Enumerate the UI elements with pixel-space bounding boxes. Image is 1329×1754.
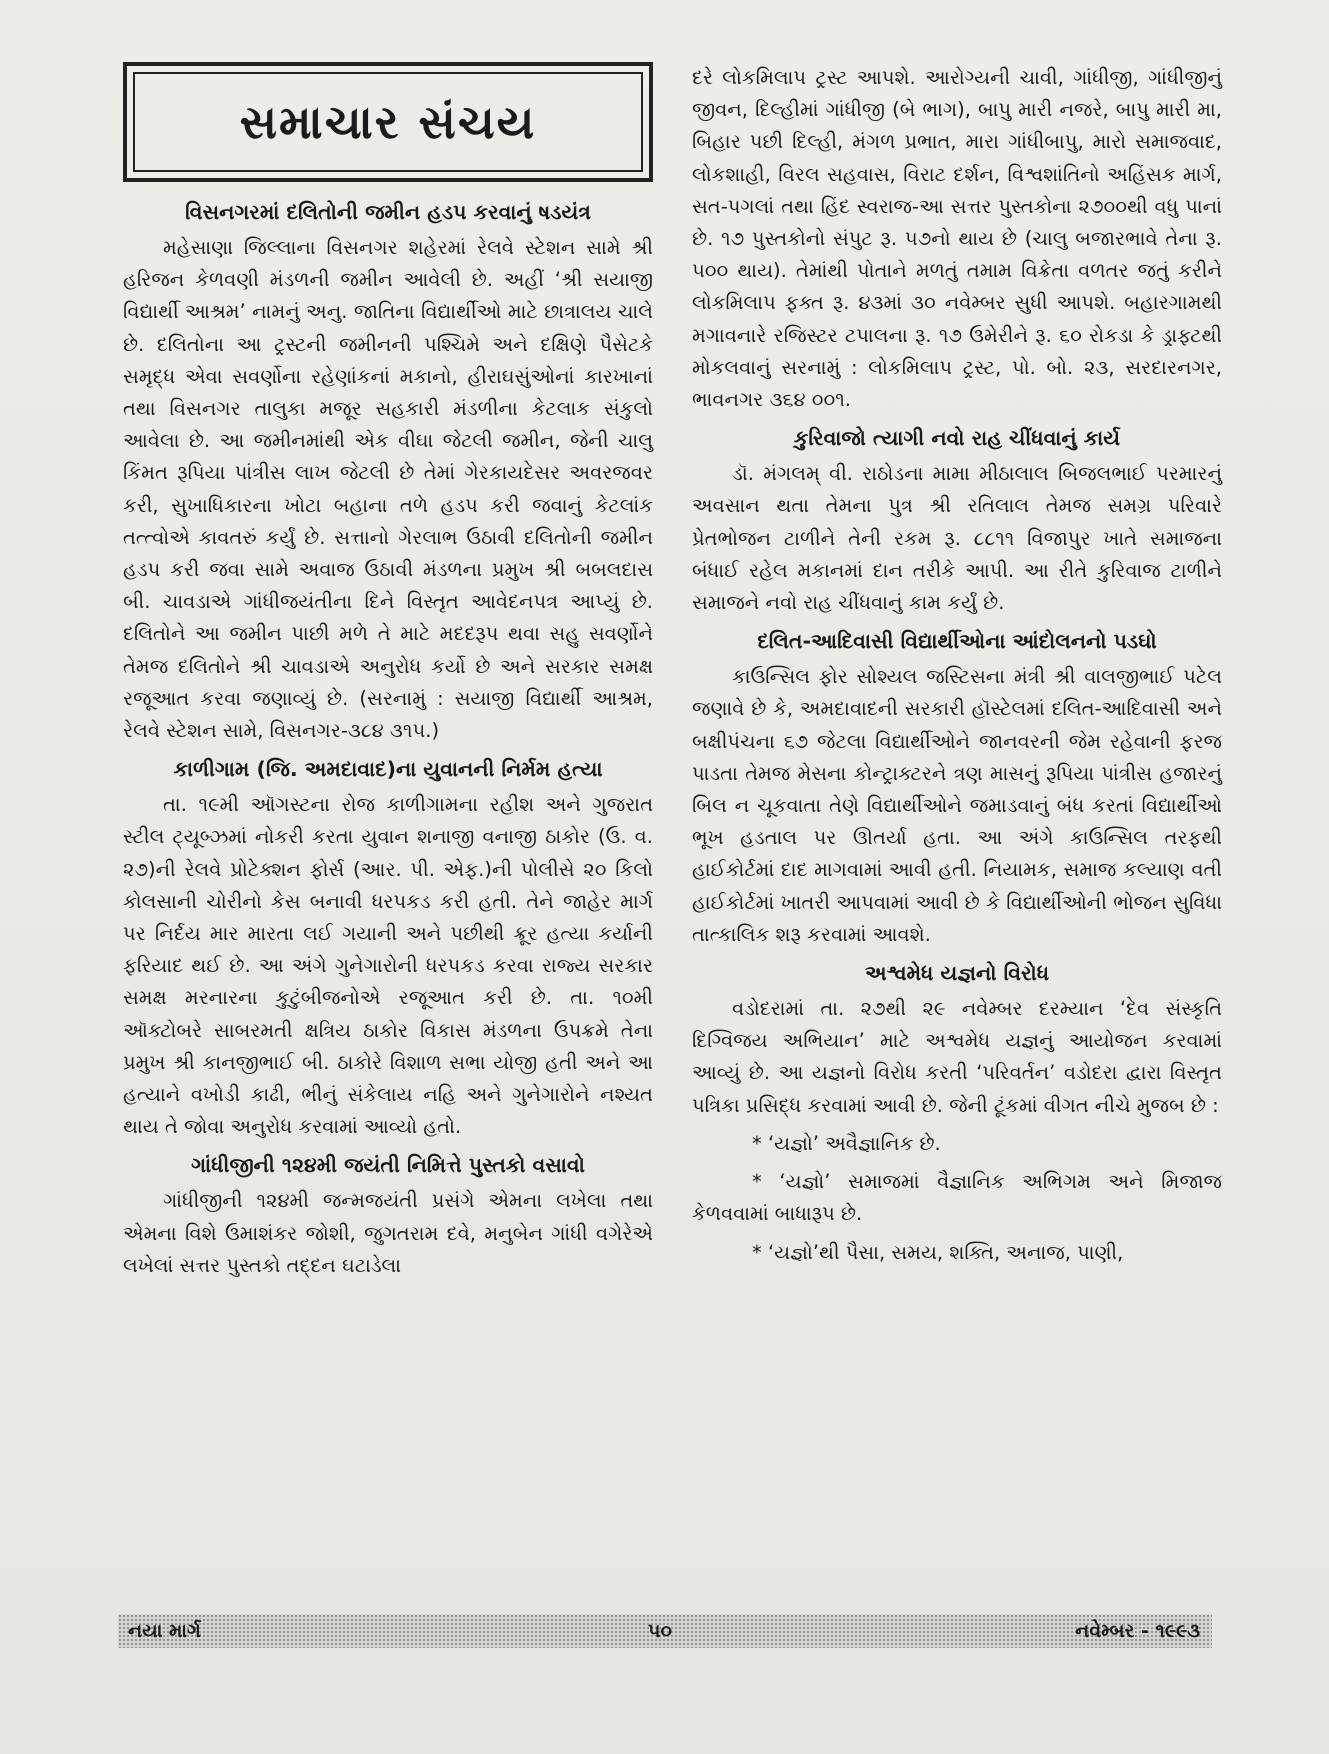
right-column: [692, 62, 1222, 1269]
article-body-kaligam: તા. ૧૯મી ઑગસ્ટના રોજ કાળીગામના રહીશ અને ગુજરાત સ્ટીલ ટ્યૂબ્ઝમાં નોકરી કરતા યુવાન શનાજી વનાજી ઠાકોર (ઉ. વ. ૨૭)ની રેલવે પ્રોટેક્શન ફોર્સ (આર. પી. એફ.)ની પોલીસે ૨૦ કિલો કોલસાની ચોરીનો કેસ બનાવી ધરપકડ કરી હતી. તેને જાહેર માર્ગ પર નિર્દય માર મારતા લઈ ગયાની અને પછીથી ક્રૂર હત્યા કર્યાની ફરિયાદ થઈ છે. આ અંગે ગુનેગારોની ધરપકડ કરવા રાજ્ય સરકાર સમક્ષ મરનારના કુટુંબીજનોએ રજૂઆત કરી છે. તા. ૧૦મી ઑક્ટોબરે સાબરમતી ક્ષત્રિય ઠાકોર વિકાસ મંડળના ઉપક્રમે તેના પ્રમુખ શ્રી કાનજીભાઈ બી. ઠાકોરે વિશાળ સભા યોજી હતી અને આ હત્યાને વખોડી કાઢી, ભીનું સંકેલાય નહિ અને ગુનેગારોને નશ્યત થાય તે જોવા અનુરોધ કરવામાં આવ્યો હતો.: [123, 793, 653, 1139]
section-title: સમાચાર સંચય: [239, 94, 537, 149]
article-heading-kurivaj: કુરિવાજો ત્યાગી નવો રાહ ચીંધવાનું કાર્ય: [793, 426, 1121, 451]
article-heading-visnagar: વિસનગરમાં દલિતોની જમીન હડપ કરવાનું ષડયંત્ર: [185, 200, 591, 224]
article-heading-kaligam: કાળીગામ (જિ. અમદાવાદ)ના યુવાનની નિર્મમ હત્યા: [173, 757, 603, 782]
article-heading-gandhi-books: ગાંધીજીની ૧૨૪મી જયંતી નિમિત્તે પુસ્તકો વસાવો: [191, 1153, 585, 1178]
article-body-ashwamedh: વડોદરામાં તા. ૨૭થી ૨૯ નવેમ્બર દરમ્યાન ‘દેવ સંસ્કૃતિ દિગ્વિજય અભિયાન’ માટે અશ્વમેધ યજ્ઞનું આયોજન કરવામાં આવ્યું છે. આ યજ્ઞનો વિરોધ કરતી ‘પરિવર્તન’ વડોદરા દ્વારા વિસ્તૃત પત્રિકા પ્રસિદ્ધ કરવામાં આવી છે. જેની ટૂંકમાં વીગત નીચે મુજબ છે :: [692, 997, 1222, 1117]
section-masthead: [123, 62, 653, 182]
footer-page-number: ૫૦: [648, 1620, 672, 1642]
section-masthead-inner: [133, 72, 643, 172]
article-body-gandhi-books-continued: દરે લોકમિલાપ ટ્રસ્ટ આપશે. આરોગ્યની ચાવી, ગાંધીજી, ગાંધીજીનું જીવન, દિલ્હીમાં ગાંધીજી (બે ભાગ), બાપુ મારી નજરે, બાપુ મારી મા, બિહાર પછી દિલ્હી, મંગળ પ્રભાત, મારા ગાંધીબાપુ, મારો સમાજવાદ, લોકશાહી, વિરલ સહવાસ, વિરાટ દર્શન, વિશ્વશાંતિનો અહિંસક માર્ગ, સત-પગલાં તથા હિંદ સ્વરાજ-આ સત્તર પુસ્તકોના ૨૭૦૦થી વધુ પાનાં છે. ૧૭ પુસ્તકોનો સંપુટ રૂ. ૫૭નો થાય છે (ચાલુ બજારભાવે તેના રૂ. ૫૦૦ થાય). તેમાંથી પોતાને મળતું તમામ વિક્રેતા વળતર જતું કરીને લોકમિલાપ ફક્ત રૂ. ૪૩માં ૩૦ નવેમ્બર સુધી આપશે. બહારગામથી મગાવનારે રજિસ્ટર ટપાલના રૂ. ૧૭ ઉમેરીને રૂ. ૬૦ રોકડા કે ડ્રાફ્ટથી મોકલવાનું સરનામું : લોકમિલાપ ટ્રસ્ટ, પો. બો. ૨૩, સરદારનગર, ભાવનગર ૩૬૪ ૦૦૧.: [692, 66, 1222, 412]
article-heading-students-agitation: દલિત-આદિવાસી વિદ્યાર્થીઓના આંદોલનનો પડઘો: [757, 629, 1157, 654]
footer-issue-date: નવેમ્બર - ૧૯૯૩: [1075, 1620, 1200, 1642]
left-column: [123, 62, 653, 1282]
footer-magazine-name: નયા માર્ગ: [128, 1620, 201, 1642]
bullet-item: * ‘યજ્ઞો’ અવૈજ્ઞાનિક છે.: [752, 1131, 941, 1155]
page-footer: [118, 1614, 1212, 1648]
bullet-item: * ‘યજ્ઞો’થી પૈસા, સમય, શક્તિ, અનાજ, પાણી,: [752, 1240, 1124, 1264]
bullet-item: * ‘યજ્ઞો’ સમાજમાં વૈજ્ઞાનિક અભિગમ અને મિજાજ કેળવવામાં બાધારૂપ છે.: [692, 1170, 1222, 1226]
article-body-students-agitation: કાઉન્સિલ ફોર સોશ્યલ જસ્ટિસના મંત્રી શ્રી વાલજીભાઈ પટેલ જણાવે છે કે, અમદાવાદની સરકારી હૉસ્ટેલમાં દલિત-આદિવાસી અને બક્ષીપંચના ૬૭ જેટલા વિદ્યાર્થીઓને જાનવરની જેમ રહેવાની ફરજ પાડતા તેમજ મેસના કોન્ટ્રાક્ટરને ત્રણ માસનું રૂપિયા પાંત્રીસ હજારનું બિલ ન ચૂકવાતા તેણે વિદ્યાર્થીઓને જમાડવાનું બંધ કરતાં વિદ્યાર્થીઓ ભૂખ હડતાલ પર ઊતર્યા હતા. આ અંગે કાઉન્સિલ તરફથી હાઈકોર્ટમાં દાદ માગવામાં આવી હતી. નિયામક, સમાજ કલ્યાણ વતી હાઈકોર્ટમાં ખાતરી આપવામાં આવી છે કે વિદ્યાર્થીઓની ભોજન સુવિધા તાત્કાલિક શરૂ કરવામાં આવશે.: [692, 665, 1222, 946]
article-heading-ashwamedh: અશ્વમેધ યજ્ઞનો વિરોધ: [864, 961, 1050, 986]
article-body-visnagar: મહેસાણા જિલ્લાના વિસનગર શહેરમાં રેલવે સ્ટેશન સામે શ્રી હરિજન કેળવણી મંડળની જમીન આવેલી છે. અહીં ‘શ્રી સયાજી વિદ્યાર્થી આશ્રમ’ નામનું અનુ. જાતિના વિદ્યાર્થીઓ માટે છાત્રાલય ચાલે છે. દલિતોના આ ટ્રસ્ટની જમીનની પશ્ચિમે અને દક્ષિણે પૈસેટકે સમૃદ્ધ એવા સવર્ણોના રહેણાંકનાં મકાનો, હીરાઘસુંઓનાં કારખાનાં તથા વિસનગર તાલુકા મજૂર સહકારી મંડળીના કેટલાક સંકુલો આવેલા છે. આ જમીનમાંથી એક વીઘા જેટલી જમીન, જેની ચાલુ કિંમત રૂપિયા પાંત્રીસ લાખ જેટલી છે તેમાં ગેરકાયદેસર અવરજવર કરી, સુખાધિકારના ખોટા બહાના તળે હડપ કરી જવાનું કેટલાંક તત્ત્વોએ કાવતરું કર્યું છે. સત્તાનો ગેરલાભ ઉઠાવી દલિતોની જમીન હડપ કરી જવા સામે અવાજ ઉઠાવી મંડળના પ્રમુખ શ્રી બબલદાસ બી. ચાવડાએ ગાંધીજયંતીના દિને વિસ્તૃત આવેદનપત્ર આપ્યું છે. દલિતોને આ જમીન પાછી મળે તે માટે મદદરૂપ થવા સહુ સવર્ણોને તેમજ દલિતોને શ્રી ચાવડાએ અનુરોધ કર્યો છે અને સરકાર સમક્ષ રજૂઆત કરવા જણાવ્યું છે. (સરનામું : સયાજી વિદ્યાર્થી આશ્રમ, રેલવે સ્ટેશન સામે, વિસનગર-૩૮૪ ૩૧૫.): [123, 236, 653, 743]
article-body-gandhi-books: ગાંધીજીની ૧૨૪મી જન્મજયંતી પ્રસંગે એમના લખેલા તથા એમના વિશે ઉમાશંકર જોશી, જુગતરામ દવે, મનુબેન ગાંધી વગેરેએ લખેલાં સત્તર પુસ્તકો તદ્દન ઘટાડેલા: [123, 1189, 653, 1277]
article-body-kurivaj: ડૉ. મંગલમ્ વી. રાઠોડના મામા મીઠાલાલ બિજલભાઈ પરમારનું અવસાન થતા તેમના પુત્ર શ્રી રતિલાલ તેમજ સમગ્ર પરિવારે પ્રેતભોજન ટાળીને તેની રકમ રૂ. ૮૮૧૧ વિજાપુર ખાતે સમાજના બંધાઈ રહેલ મકાનમાં દાન તરીકે આપી. આ રીતે કુરિવાજ ટાળીને સમાજને નવો રાહ ચીંધવાનું કામ કર્યું છે.: [692, 462, 1222, 615]
